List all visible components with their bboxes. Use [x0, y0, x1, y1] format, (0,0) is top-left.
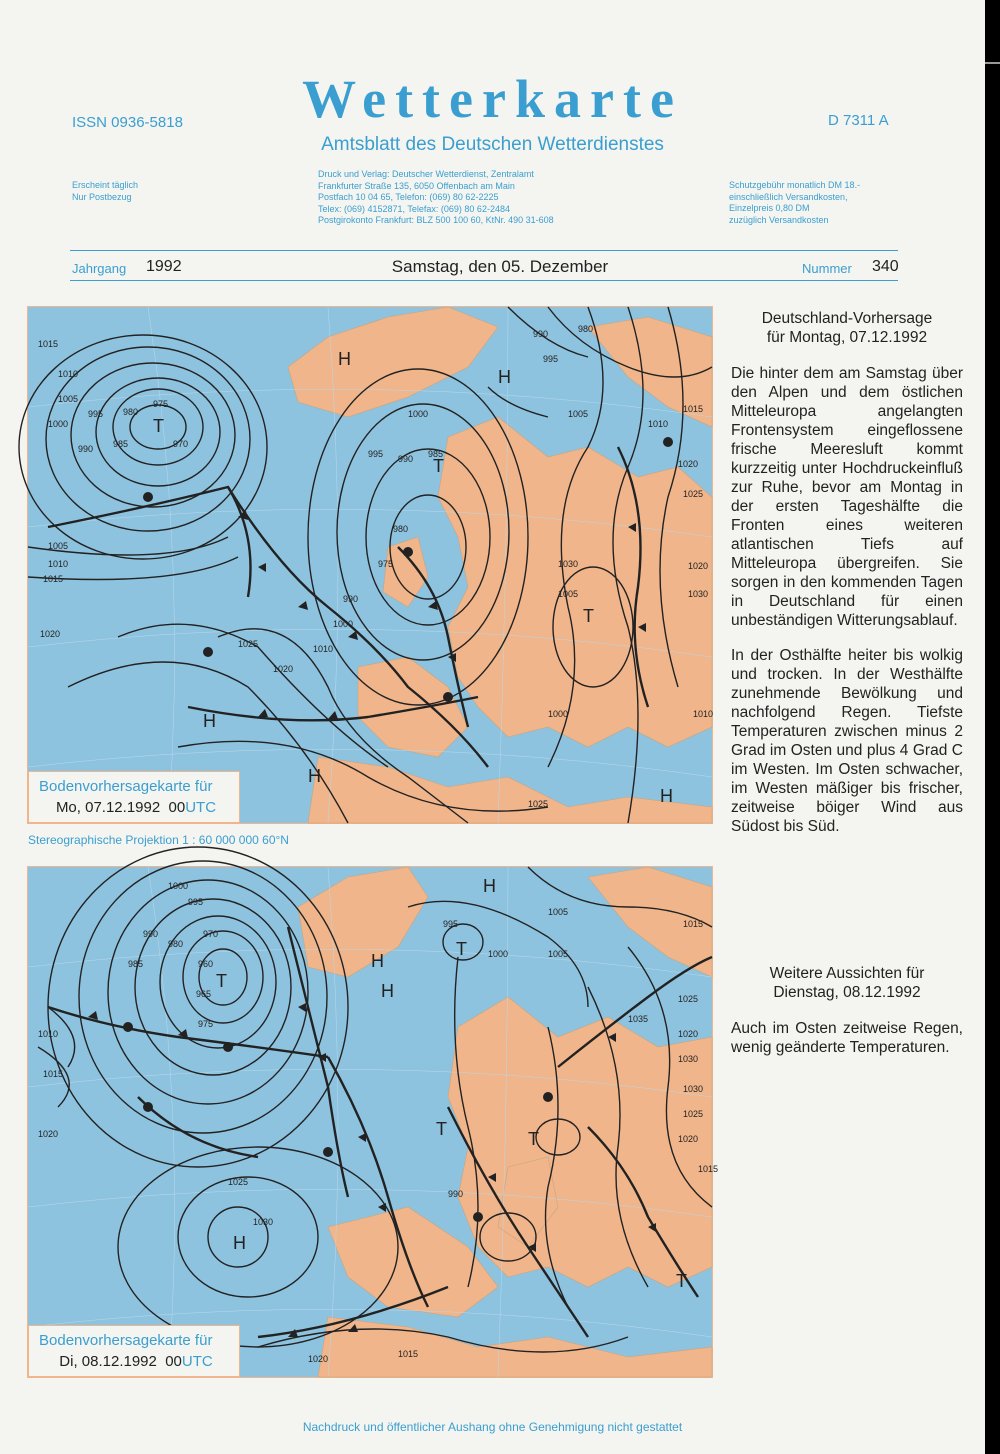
isobar-label: 985 — [428, 449, 444, 459]
map-label: H — [371, 951, 384, 971]
isobar-label: 1030 — [253, 1217, 274, 1227]
map-label: T — [153, 416, 164, 436]
map-label: H — [381, 981, 394, 1001]
isobar-label: 1000 — [48, 419, 69, 429]
isobar-label: 1020 — [273, 664, 294, 674]
isobar-label: 1015 — [683, 919, 704, 929]
isobar-label: 995 — [88, 409, 104, 419]
caption-date — [39, 1353, 233, 1370]
nummer-value: 340 — [872, 258, 899, 275]
header-rule-bottom — [70, 280, 898, 281]
isobar-label: 990 — [533, 329, 549, 339]
footer-notice: Nachdruck und öffentlicher Aushang ohne Genehmigung nicht gestattet — [302, 1420, 683, 1434]
map-label: T — [456, 939, 467, 959]
outlook-subheading: Dienstag, 08.12.1992 — [773, 984, 921, 1001]
isobar-label: 980 — [168, 939, 184, 949]
isobar-label: 990 — [143, 929, 159, 939]
isobar-label: 1020 — [688, 561, 709, 571]
isobar-label: 980 — [393, 524, 409, 534]
isobar-label: 1015 — [683, 404, 704, 414]
isobar-label: 960 — [198, 959, 214, 969]
forecast-paragraph: In der Osthälfte heiter bis wolkig und trocken. In der Westhälfte zunehmende Bewölkung und nachfolgend Regen. Tiefste Temperaturen zwischen minus 2 Grad im Osten und plus 4 Grad C im Westen. Im Osten schwacher, im Westen mäßiger bis frischer, zeitweise böiger Wind aus Südost bis Süd. — [731, 647, 963, 835]
isobar-label: 1020 — [678, 1134, 699, 1144]
isobar-label: 1000 — [333, 619, 354, 629]
isobar-label: 1030 — [688, 589, 709, 599]
publisher-line: Postgirokonto Frankfurt: BLZ 500 100 60, KtNr. 490 31-608 — [318, 215, 554, 225]
map-label: H — [338, 349, 351, 369]
isobar-label: 1015 — [698, 1164, 719, 1174]
jahrgang-label: Jahrgang — [72, 261, 127, 276]
isobar-label: 1000 — [168, 881, 189, 891]
caption-title: Bodenvorhersagekarte für — [39, 778, 213, 795]
projection-note: Stereographische Projektion 1 : 60 000 000 60°N — [28, 833, 289, 847]
isobar-label: 995 — [368, 449, 384, 459]
isobar-label: 1010 — [38, 1029, 59, 1039]
isobar-label: 1010 — [313, 644, 334, 654]
isobar-label: 990 — [448, 1189, 464, 1199]
isobar-label: 1025 — [238, 639, 259, 649]
masthead-title: Wetterkarte — [302, 69, 683, 129]
postal-code: D 7311 A — [828, 112, 889, 129]
outlook-column — [731, 964, 963, 1057]
map-label: H — [660, 786, 673, 806]
isobar-label: 1005 — [558, 589, 579, 599]
isobar-label: 1020 — [308, 1354, 329, 1364]
isobar-label: 1020 — [40, 629, 61, 639]
isobar-label: 975 — [198, 1019, 214, 1029]
map-caption-monday — [28, 771, 240, 823]
publisher-line: Postfach 10 04 65, Telefon: (069) 80 62-2225 — [318, 192, 499, 202]
isobar-label: 985 — [128, 959, 144, 969]
edge-mark — [985, 62, 1000, 64]
map-label: T — [216, 971, 227, 991]
isobar-label: 980 — [578, 324, 594, 334]
forecast-paragraph: Die hinter dem am Samstag über den Alpen und dem östlichen Mitteleuropa angelangten Frontensystem eingeflossene frische Meeresluft kommt kurzzeitig unter Hochdruckeinfluß zur Ruhe, bevor am Montag in der ersten Tageshälfte die Fronten eines weiteren atlantischen Tiefs auf Mitteleuropa übergreifen. Sie sorgen in den kommenden Tagen in Deutschland für einen unbeständigen Witterungsablauf. — [731, 365, 963, 629]
isobar-label: 1005 — [58, 394, 79, 404]
isobar-label: 975 — [378, 559, 394, 569]
isobar-label: 995 — [443, 919, 459, 929]
map-label: H — [233, 1233, 246, 1253]
caption-title: Bodenvorhersagekarte für — [39, 1332, 213, 1349]
isobar-label: 1010 — [58, 369, 79, 379]
isobar-label: 1025 — [528, 799, 549, 809]
map-label: T — [583, 606, 594, 626]
isobar-label: 1000 — [488, 949, 509, 959]
isobar-label: 1010 — [693, 709, 714, 719]
caption-hour: 00 — [168, 799, 186, 816]
forecast-map-tuesday — [27, 866, 719, 1378]
publisher-line: Frankfurter Straße 135, 6050 Offenbach am Main — [318, 180, 515, 191]
isobar-label: 965 — [196, 989, 212, 999]
isobar-label: 970 — [173, 439, 189, 449]
isobar-label: 1035 — [628, 1014, 649, 1024]
forecast-map-monday — [27, 306, 713, 824]
isobar-label: 985 — [113, 439, 129, 449]
isobar-label: 1005 — [548, 907, 569, 917]
caption-date-text: Di, 08.12.1992 — [59, 1353, 157, 1370]
masthead-subtitle: Amtsblatt des Deutschen Wetterdienstes — [321, 134, 664, 155]
nummer-label: Nummer — [802, 261, 852, 276]
isobar-label: 1000 — [548, 709, 569, 719]
caption-hour: 00 — [165, 1353, 182, 1370]
weather-map-2 — [28, 867, 719, 1377]
isobar-label: 970 — [203, 929, 219, 939]
isobar-label: 1010 — [48, 559, 69, 569]
isobar-label: 1025 — [683, 489, 704, 499]
price-line: Schutzgebühr monatlich DM 18.- — [729, 180, 861, 190]
jahrgang-value: 1992 — [146, 258, 182, 275]
caption-date-text: Mo, 07.12.1992 — [55, 799, 161, 816]
weather-map-1 — [28, 307, 712, 823]
isobar-label: 1005 — [548, 949, 569, 959]
delivery-note-line: Erscheint täglich — [72, 180, 139, 190]
isobar-label: 1015 — [398, 1349, 419, 1359]
isobar-label: 1005 — [568, 409, 589, 419]
publisher-info — [318, 169, 554, 227]
isobar-label: 1015 — [38, 339, 59, 349]
map-label: T — [433, 456, 444, 476]
outlook-paragraph: Auch im Osten zeitweise Regen, wenig geänderte Temperaturen. — [731, 1020, 963, 1056]
map-label: H — [203, 711, 216, 731]
isobar-label: 990 — [78, 444, 94, 454]
isobar-label: 1020 — [678, 459, 699, 469]
delivery-note-line: Nur Postbezug — [72, 191, 132, 202]
isobar-label: 1025 — [683, 1109, 704, 1119]
issue-date: Samstag, den 05. Dezember — [391, 257, 609, 276]
price-line: zuzüglich Versandkosten — [729, 214, 829, 225]
isobar-label: 990 — [398, 454, 414, 464]
isobar-label: 1030 — [683, 1084, 704, 1094]
isobar-label: 1030 — [558, 559, 579, 569]
map-label: H — [498, 367, 511, 387]
caption-utc: UTC — [181, 1353, 213, 1370]
map-label: T — [528, 1129, 539, 1149]
forecast-column — [731, 309, 963, 836]
price-line: Einzelpreis 0,80 DM — [729, 203, 810, 213]
map-label: H — [483, 876, 496, 896]
isobar-label: 1000 — [408, 409, 429, 419]
forecast-heading: Deutschland-Vorhersage — [761, 310, 933, 327]
isobar-label: 1030 — [678, 1054, 699, 1064]
map-label: T — [436, 1119, 447, 1139]
price-line: einschließlich Versandkosten, — [729, 191, 848, 202]
isobar-label: 990 — [343, 594, 359, 604]
map-label: H — [308, 766, 321, 786]
isobar-label: 1025 — [228, 1177, 249, 1187]
isobar-label: 995 — [543, 354, 559, 364]
isobar-label: 1015 — [43, 574, 64, 584]
map-caption-tuesday — [28, 1325, 240, 1377]
isobar-label: 980 — [123, 407, 139, 417]
publisher-line: Telex: (069) 4152871, Telefax: (069) 80 62-2484 — [318, 203, 510, 214]
delivery-note — [72, 180, 138, 203]
isobar-label: 1010 — [648, 419, 669, 429]
isobar-label: 1005 — [48, 541, 69, 551]
isobar-label: 1015 — [43, 1069, 64, 1079]
forecast-subheading: für Montag, 07.12.1992 — [766, 329, 928, 346]
outlook-heading: Weitere Aussichten für — [769, 965, 925, 982]
caption-utc: UTC — [185, 799, 217, 816]
publisher-line: Druck und Verlag: Deutscher Wetterdienst, Zentralamt — [318, 169, 534, 179]
isobar-label: 995 — [188, 897, 204, 907]
isobar-label: 1020 — [38, 1129, 59, 1139]
map-label: T — [676, 1271, 687, 1291]
isobar-label: 1025 — [678, 994, 699, 1004]
caption-date — [39, 799, 233, 816]
header-rule-top — [70, 250, 898, 251]
isobar-label: 975 — [153, 399, 169, 409]
isobar-label: 1020 — [678, 1029, 699, 1039]
price-info — [729, 180, 860, 226]
issn: ISSN 0936-5818 — [72, 114, 183, 131]
